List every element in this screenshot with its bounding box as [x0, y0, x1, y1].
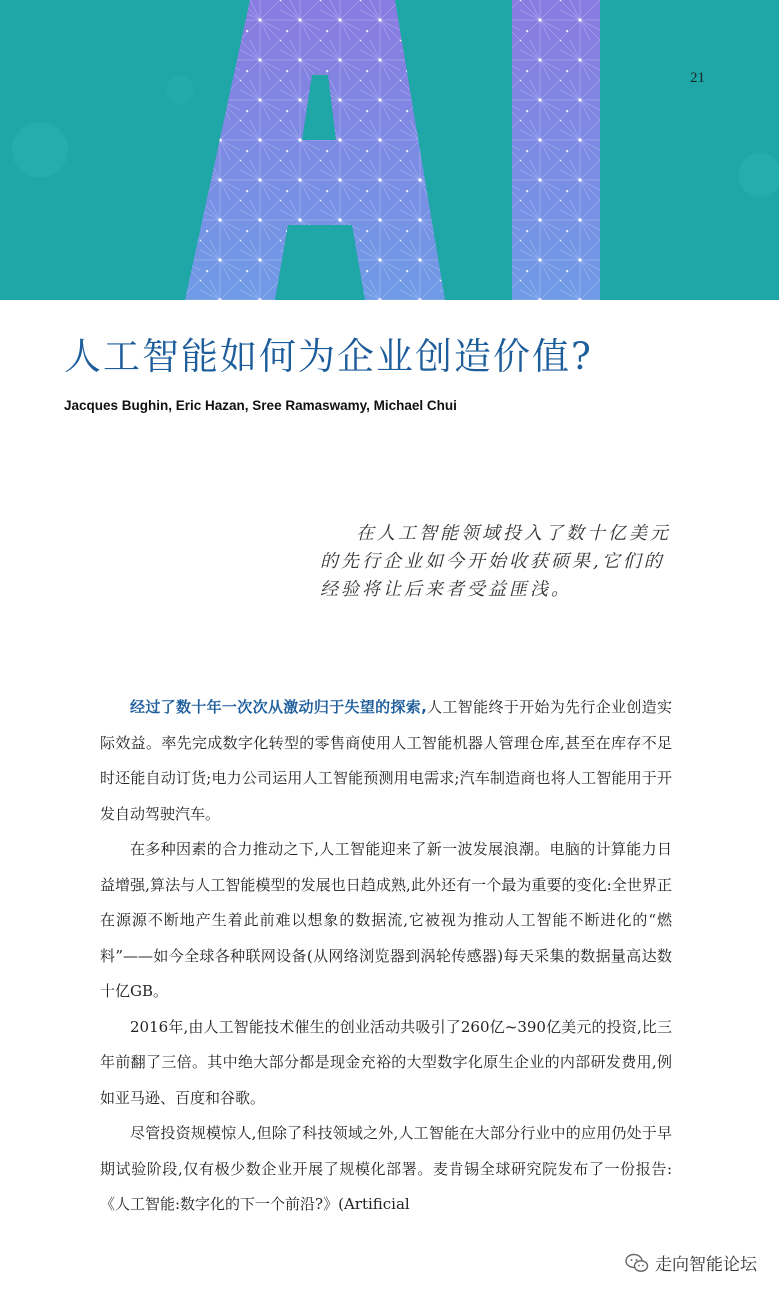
page-number: 21 [690, 70, 705, 86]
article-title: 人工智能如何为企业创造价值? [64, 335, 593, 378]
body-paragraph-4: 尽管投资规模惊人,但除了科技领域之外,人工智能在大部分行业中的应用仍处于早期试验阶段,仅有极少数企业开展了规模化部署。麦肯锡全球研究院发布了一份报告:《人工智能:数字化的下一个前沿?》(Artificial [100, 1124, 672, 1213]
ai-network-letters-image [0, 0, 779, 300]
body-paragraph-1 [100, 690, 672, 832]
watermark [625, 1250, 757, 1275]
body-paragraph-2: 在多种因素的合力推动之下,人工智能迎来了新一波发展浪潮。电脑的计算能力日益增强,算法与人工智能模型的发展也日趋成熟,此外还有一个最为重要的变化:全世界正在源源不断地产生着此前难以想象的数据流,它被视为推动人工智能不断进化的“燃料”——如今全球各种联网设备(从网络浏览器到涡轮传感器)每天采集的数据量高达数十亿GB。 [100, 840, 672, 1000]
lead-highlight: 经过了数十年一次次从激动归于失望的探索, [130, 698, 427, 716]
article-authors: Jacques Bughin, Eric Hazan, Sree Ramaswamy, Michael Chui [64, 398, 457, 413]
article-body [100, 690, 672, 1223]
body-paragraph-3: 2016年,由人工智能技术催生的创业活动共吸引了260亿~390亿美元的投资,比三年前翻了三倍。其中绝大部分都是现金充裕的大型数字化原生企业的内部研发费用,例如亚马逊、百度和谷歌。 [100, 1017, 672, 1107]
hero-banner [0, 0, 779, 300]
paragraph-1-text: 人工智能终于开始为先行企业创造实际效益。率先完成数字化转型的零售商使用人工智能机器人管理仓库,甚至在库存不足时还能自动订货;电力公司运用人工智能预测用电需求;汽车制造商也将人工智能用于开发自动驾驶汽车。 [100, 698, 672, 823]
watermark-text: 走向智能论坛 [655, 1255, 757, 1275]
wechat-icon [625, 1252, 649, 1274]
pull-quote: 在人工智能领域投入了数十亿美元的先行企业如今开始收获硕果,它们的经验将让后来者受益匪浅。 [320, 523, 671, 600]
